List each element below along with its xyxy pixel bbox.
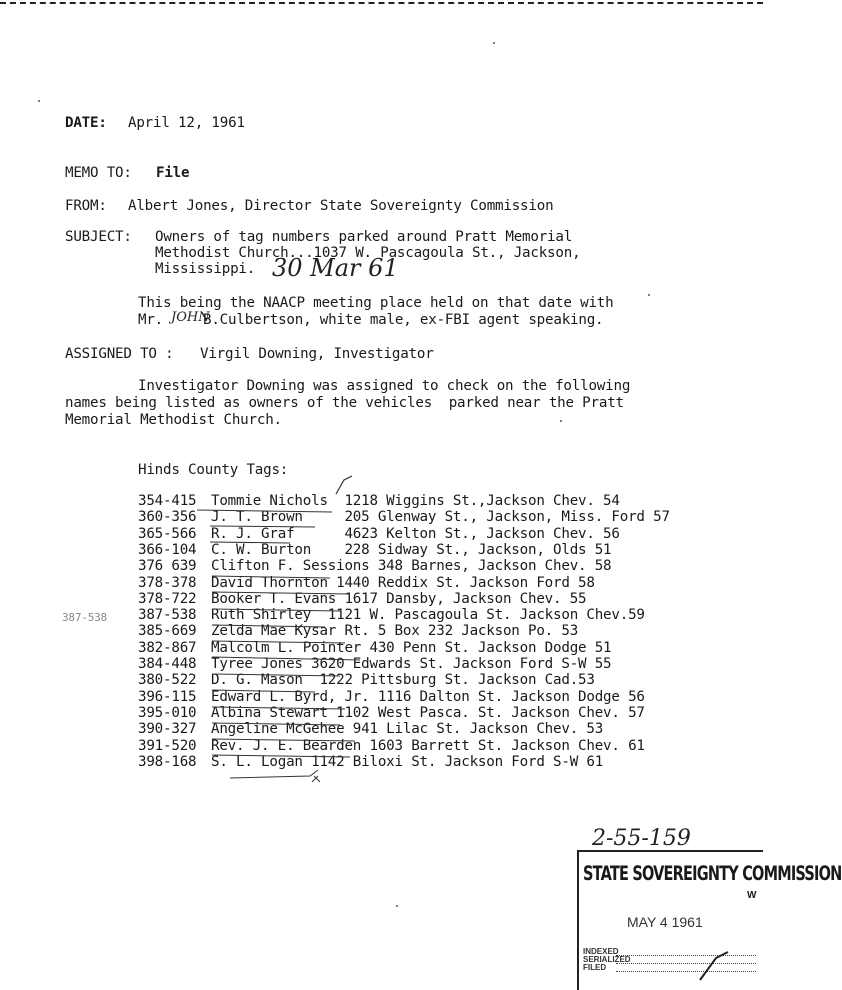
tag-number: 385-669 xyxy=(138,623,197,640)
margin-note: 387-538 xyxy=(62,611,107,624)
underline-mark xyxy=(212,576,330,578)
owner-entry: Ruth Shirley 1121 W. Pascagoula St. Jackson Chev.59 xyxy=(211,607,645,624)
tag-number: 378-722 xyxy=(138,590,197,607)
tag-number: 396-115 xyxy=(138,688,197,705)
subject-line-3: Mississippi. xyxy=(155,261,256,277)
tag-number: 387-538 xyxy=(138,607,197,624)
scan-speck xyxy=(38,100,40,102)
scan-speck xyxy=(396,905,398,907)
underline-mark xyxy=(212,674,340,676)
underline-mark xyxy=(212,707,345,709)
assigned-value: Virgil Downing, Investigator xyxy=(200,346,434,362)
subject-label: SUBJECT: xyxy=(65,229,132,245)
scan-speck xyxy=(560,420,562,422)
tag-number: 382-867 xyxy=(138,639,197,656)
tag-number: 390-327 xyxy=(138,721,197,738)
underline-mark xyxy=(212,723,340,725)
assigned-label: ASSIGNED TO : xyxy=(65,346,174,362)
owner-entry: Tommie Nichols 1218 Wiggins St.,Jackson Chev. 54 xyxy=(211,493,620,509)
owner-entry: Albina Stewart 1102 West Pasca. St. Jackson Chev. 57 xyxy=(211,704,645,721)
tag-number: 391-520 xyxy=(138,737,197,754)
tag-number: 365-566 xyxy=(138,525,197,542)
underline-mark xyxy=(210,542,290,543)
subject-line-2: Methodist Church...1037 W. Pascagoula St., Jackson, xyxy=(155,245,581,261)
tag-number: 366-104 xyxy=(138,541,197,558)
tag-number: 398-168 xyxy=(138,753,197,770)
stamp-indexed: INDEXED xyxy=(583,947,619,956)
note-handwritten-name: JOHN xyxy=(171,310,210,325)
owner-entry: Zelda Mae Kysar Rt. 5 Box 232 Jackson Po. 53 xyxy=(211,623,579,640)
owner-entry: Malcolm L. Pointer 430 Penn St. Jackson Dodge 51 xyxy=(211,639,612,656)
check-mark xyxy=(312,776,320,782)
body-line-1: Investigator Downing was assigned to check on the following xyxy=(138,378,631,394)
check-mark xyxy=(336,476,352,494)
owner-entry: S. L. Logan 1142 Biloxi St. Jackson Ford S-W 61 xyxy=(211,753,604,770)
owner-entry: Tyree Jones 3620 Edwards St. Jackson Ford S-W 55 xyxy=(211,656,612,672)
subject-line-1: Owners of tag numbers parked around Pratt Memorial xyxy=(155,229,573,245)
stamp-corner-mark: W xyxy=(747,890,757,901)
body-line-3: Memorial Methodist Church. xyxy=(65,412,282,428)
subject-handwritten-date: 30 Mar 61 xyxy=(272,254,399,282)
note-line-2-rest: B.Culbertson, white male, ex-FBI agent speaking. xyxy=(203,312,604,328)
stamp-title: STATE SOVEREIGNTY COMMISSION xyxy=(583,864,842,886)
note-line-2-prefix: Mr. xyxy=(138,312,164,328)
tag-number: 395-010 xyxy=(138,704,197,721)
date-value: April 12, 1961 xyxy=(128,115,245,131)
owner-entry: Booker T. Evans 1617 Dansby, Jackson Chev. 55 xyxy=(211,590,587,607)
underline-mark xyxy=(210,526,315,527)
underline-mark xyxy=(212,592,350,594)
underline-mark xyxy=(212,657,360,660)
from-label: FROM: xyxy=(65,198,107,214)
memo-to-value: File xyxy=(156,165,190,181)
body-line-2: names being listed as owners of the vehicles parked near the Pratt xyxy=(65,395,624,411)
tag-number: 378-378 xyxy=(138,574,197,591)
tag-number: 380-522 xyxy=(138,672,197,689)
date-label: DATE: xyxy=(65,115,107,131)
tag-number: 354-415 xyxy=(138,493,197,509)
note-line-1: This being the NAACP meeting place held on that date with xyxy=(138,295,614,311)
file-number-handwritten: 2-55-159 xyxy=(592,826,691,851)
scan-speck xyxy=(648,294,650,296)
owner-entry: Clifton F. Sessions 348 Barnes, Jackson Chev. 58 xyxy=(211,558,612,575)
owner-entry: J. T. Brown 205 Glenway St., Jackson, Miss. Ford 57 xyxy=(211,509,670,526)
underline-mark xyxy=(212,641,345,643)
underline-mark xyxy=(212,625,325,627)
tag-number: 360-356 xyxy=(138,509,197,526)
underline-mark xyxy=(212,690,315,692)
stamp-check-mark xyxy=(700,952,728,980)
owner-entry: C. W. Burton 228 Sidway St., Jackson, Olds 51 xyxy=(211,541,612,558)
from-value: Albert Jones, Director State Sovereignty Commission xyxy=(128,198,554,214)
stamp-filed: FILED xyxy=(583,963,607,972)
owner-entry: R. J. Graf 4623 Kelton St., Jackson Chev. 56 xyxy=(211,525,620,542)
memo-to-label: MEMO TO: xyxy=(65,165,132,181)
underline-mark xyxy=(212,739,355,741)
stamp-date: MAY 4 1961 xyxy=(627,914,703,930)
tag-number: 384-448 xyxy=(138,656,197,672)
stamp-serialized: SERIALIZED xyxy=(583,955,631,964)
owner-entry: David Thornton 1440 Reddix St. Jackson Ford 58 xyxy=(211,574,595,591)
owner-entry: D. G. Mason 1222 Pittsburg St. Jackson Cad.53 xyxy=(211,672,595,689)
underline-mark xyxy=(212,609,340,611)
scan-speck xyxy=(493,42,495,44)
owner-entry: Rev. J. E. Bearden 1603 Barrett St. Jackson Chev. 61 xyxy=(211,737,645,754)
list-heading: Hinds County Tags: xyxy=(138,462,289,478)
underline-mark xyxy=(212,755,350,757)
underline-mark xyxy=(197,510,332,512)
owner-entry: Edward L. Byrd, Jr. 1116 Dalton St. Jackson Dodge 56 xyxy=(211,688,645,705)
owner-entry: Angeline McGehee 941 Lilac St. Jackson Chev. 53 xyxy=(211,721,604,738)
tag-number: 376 639 xyxy=(138,558,197,575)
underline-mark xyxy=(230,770,318,778)
